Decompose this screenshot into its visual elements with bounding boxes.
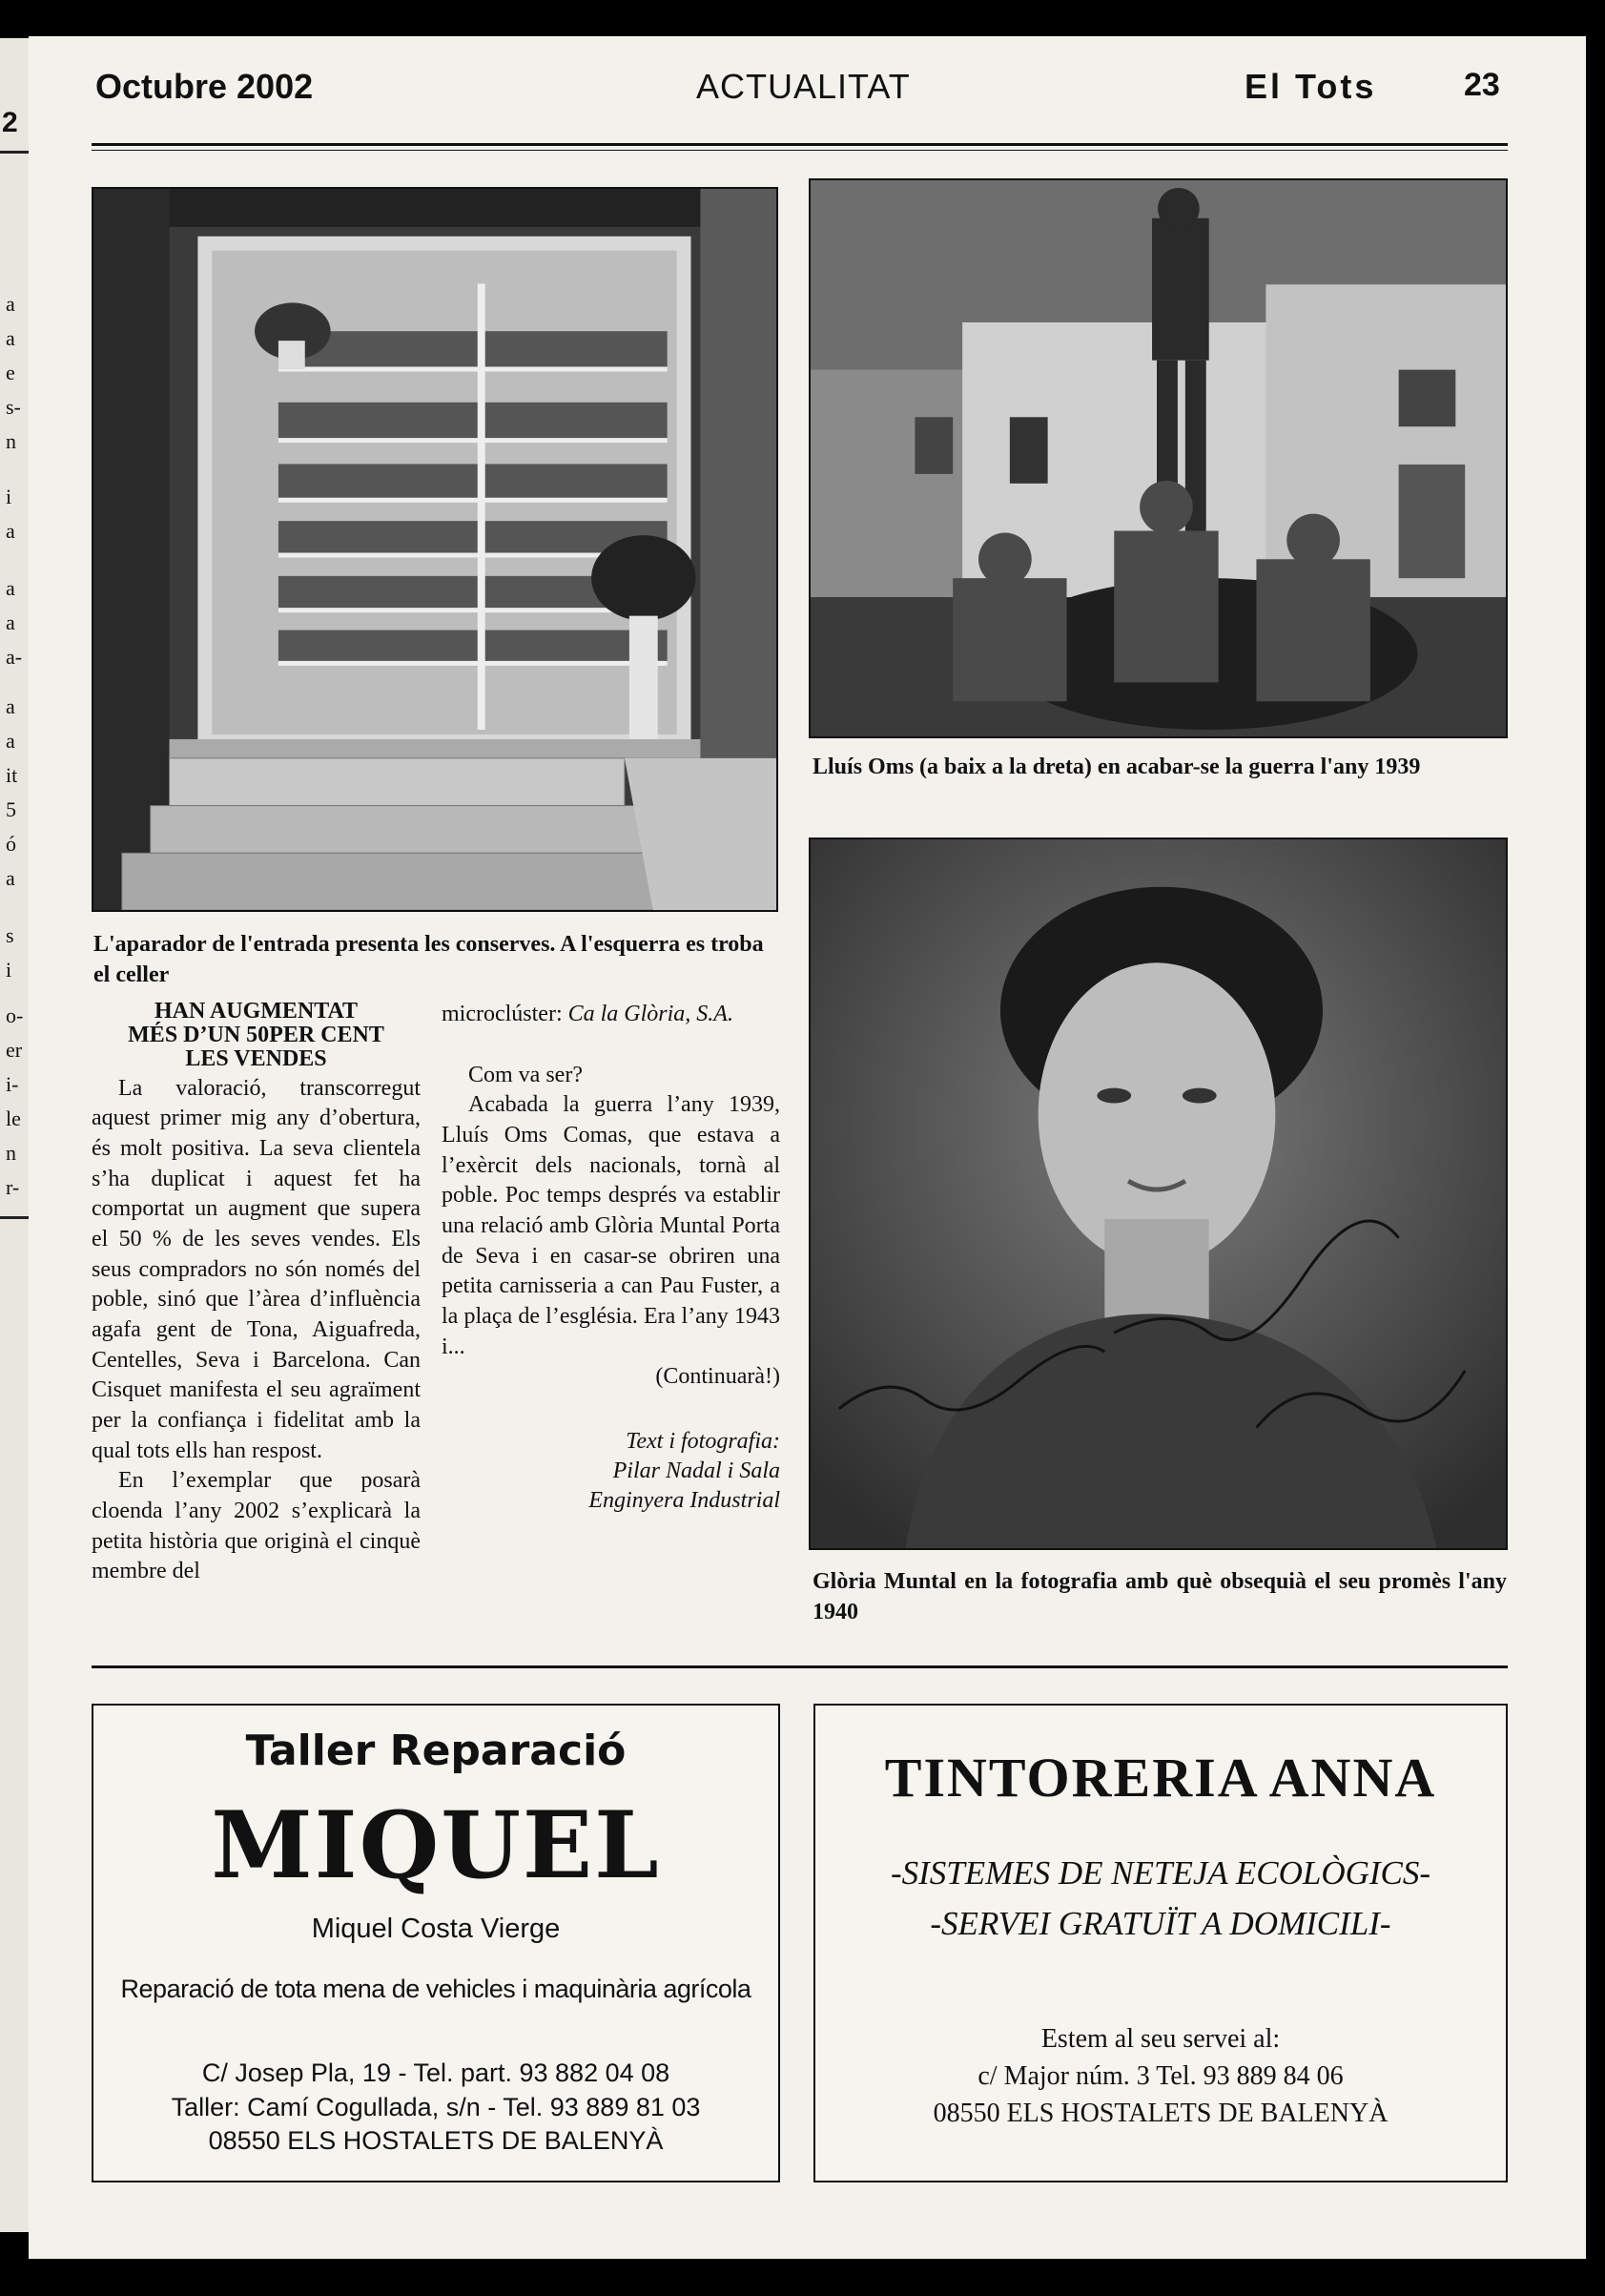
article-paragraph-continuation [442, 1000, 780, 1030]
ad-taller-name: MIQUEL [211, 1791, 661, 1899]
war-photo-caption: Lluís Oms (a baix a la dreta) en acabar-se la guerra l'any 1939 [813, 755, 1421, 779]
ad-tintoreria-slogan: -SERVEI GRATUÏT A DOMICILI- [930, 1904, 1391, 1942]
issue-date: Octubre 2002 [95, 67, 314, 106]
previous-page-number: 2 [2, 107, 18, 138]
headline-line: HAN AUGMENTAT [154, 999, 359, 1024]
ad-tintoreria-contact [815, 2020, 1506, 2133]
company-name: Ca la Glòria, S.A. [567, 1002, 733, 1026]
continued-notice: (Continuarà!) [655, 1364, 780, 1390]
previous-page-text-fragment: a [6, 694, 15, 718]
previous-page-text-fragment: i [6, 958, 12, 982]
previous-page-text-fragment: a [6, 729, 15, 753]
previous-page-text-fragment: r- [6, 1175, 20, 1199]
credit-role: Enginyera Industrial [588, 1488, 780, 1514]
previous-page-text-fragment: n [6, 1141, 16, 1165]
article-paragraph: Acabada la guerra l’any 1939, Lluís Oms Comas, que estava a l’exèrcit dels nacionals, tornà al poble. Poc temps després va establir una relació amb Glòria Muntal Porta de Seva i en casar-se obriren una petita carnisseria a can Pau Fuster, a la plaça de l’església. Era l’any 1943 i... [442, 1092, 780, 1359]
headline-line: MÉS D’UN 50PER CENT [128, 1023, 384, 1048]
previous-page-text-fragment: a [6, 576, 15, 600]
ad-tintoreria-address-line: 08550 ELS HOSTALETS DE BALENYÀ [933, 2099, 1389, 2129]
previous-page-text-fragment: a [6, 610, 15, 634]
portrait-photo [809, 838, 1508, 1550]
previous-page-text-fragment: it [6, 763, 18, 787]
header-rule [92, 143, 1508, 146]
article-paragraph: La valoració, transcorregut aquest primer mig any d’obertura, és molt positiva. La seva clientela s’ha duplicat i aquest fet ha comportat un augment que supera el 50 % de les seves vendes. Els seus compradors no són només del poble, sinó que l’àrea d’influència agafa gent de Tona, Aiguafreda, Centelles, Seva i Barcelona. Can Cisquet manifesta el seu agraïment per la confiança i fidelitat amb la qual tots ells han respost. [92, 1075, 421, 1463]
continued-word: microclúster: [442, 1002, 563, 1026]
article-column-right [442, 1000, 780, 1517]
ad-taller-address [93, 2057, 778, 2159]
credit-label: Text i fotografia: [626, 1429, 780, 1455]
article-column-left [92, 1000, 421, 1587]
page-number: 23 [1464, 67, 1500, 103]
previous-page-text-fragment: le [6, 1107, 21, 1130]
ad-taller-service: Reparació de tota mena de vehicles i maquinària agrícola [120, 1975, 751, 2003]
ad-taller-address-line: Taller: Camí Cogullada, s/n - Tel. 93 889 81 03 [171, 2092, 701, 2121]
previous-page-text-fragment: o- [6, 1003, 24, 1027]
article-headline [92, 1000, 421, 1072]
previous-page-text-fragment: 5 [6, 797, 16, 821]
ads-separator-rule [92, 1665, 1508, 1668]
war-photo [809, 178, 1508, 738]
ad-taller-address-line: C/ Josep Pla, 19 - Tel. part. 93 882 04 08 [201, 2058, 670, 2087]
previous-page-text-fragment: i- [6, 1072, 19, 1096]
article-paragraph: En l’exemplar que posarà cloenda l’any 2002 s’explicarà la petita història que originà el cinquè membre del [92, 1468, 421, 1584]
ad-taller-address-line: 08550 ELS HOSTALETS DE BALENYÀ [208, 2126, 664, 2156]
previous-page-rule [0, 151, 29, 154]
previous-page-text-fragment: s- [6, 395, 21, 419]
previous-page-text-fragment: a [6, 292, 15, 316]
ad-taller-heading: Taller Reparació [245, 1727, 627, 1775]
headline-line: LES VENDES [185, 1046, 327, 1072]
shop-window-photo [92, 187, 778, 912]
ad-tintoreria-intro: Estem al seu servei al: [1040, 2024, 1281, 2054]
publication-name: El Tots [1245, 67, 1377, 106]
header-rule-thin [92, 150, 1508, 151]
previous-page-text-fragment: ó [6, 832, 16, 856]
previous-page-rule [0, 1216, 29, 1219]
previous-page-text-fragment: er [6, 1038, 23, 1062]
portrait-photo-caption: Glòria Muntal en la fotografia amb què obsequià el seu promès l'any 1940 [813, 1569, 1507, 1625]
shop-photo-caption: L'aparador de l'entrada presenta les conserves. A l'esquerra es troba el celler [93, 932, 764, 988]
ad-tintoreria-slogan: -SISTEMES DE NETEJA ECOLÒGICS- [890, 1854, 1431, 1892]
previous-page-text-fragment: n [6, 429, 16, 453]
ad-tintoreria-slogans [815, 1849, 1506, 1949]
ad-tintoreria-name: TINTORERIA ANNA [884, 1747, 1437, 1809]
previous-page-text-fragment: e [6, 361, 15, 384]
ad-taller-miquel [92, 1704, 780, 2182]
credit-author: Pilar Nadal i Sala [612, 1458, 780, 1484]
ad-tintoreria-address-line: c/ Major núm. 3 Tel. 93 889 84 06 [977, 2061, 1344, 2092]
article-subhead: Com va ser? [468, 1062, 583, 1087]
ad-tintoreria-anna [813, 1704, 1508, 2182]
previous-page-text-fragment: a- [6, 645, 23, 669]
previous-page-edge [0, 38, 29, 2232]
previous-page-text-fragment: a [6, 866, 15, 890]
previous-page-text-fragment: i [6, 485, 12, 508]
ad-taller-owner: Miquel Costa Vierge [311, 1913, 561, 1944]
section-title: ACTUALITAT [696, 67, 911, 106]
previous-page-text-fragment: s [6, 923, 14, 947]
article-credit [442, 1427, 780, 1517]
previous-page-text-fragment: a [6, 326, 15, 350]
previous-page-text-fragment: a [6, 519, 15, 543]
